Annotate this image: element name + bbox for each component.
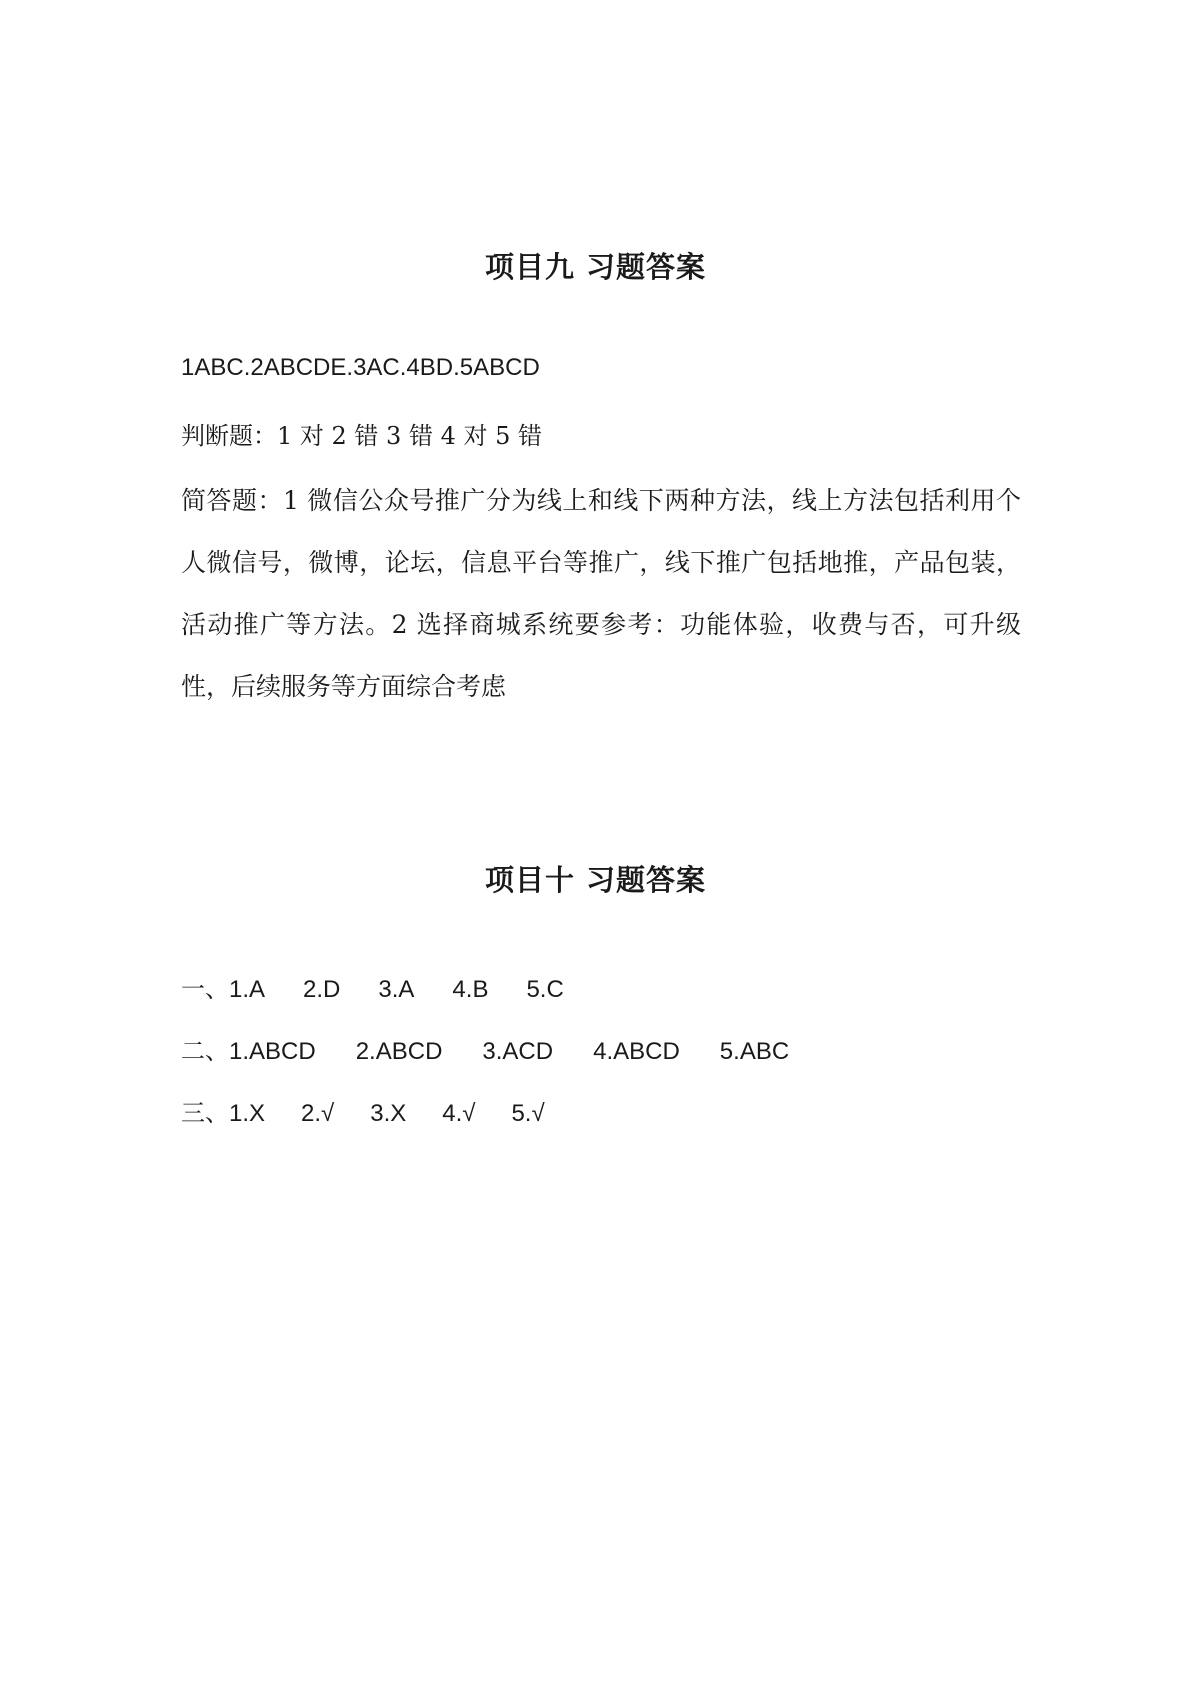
answer-item: 1.ABCD: [229, 1038, 316, 1065]
row-lead: 三、: [181, 1099, 229, 1127]
answer-item: 1.X: [229, 1100, 266, 1127]
answer-row-2: [181, 1031, 829, 1066]
answer-item: 4.ABCD: [593, 1038, 680, 1065]
answer-item: 3.A: [378, 976, 415, 1003]
answer-item: 3.ACD: [482, 1038, 554, 1065]
answer-item: 4.B: [452, 976, 489, 1003]
true-false-answers: 判断题：1 对 2 错 3 错 4 对 5 错: [181, 422, 543, 450]
answer-item: 2.ABCD: [355, 1038, 443, 1065]
row-lead: 二、: [181, 1037, 229, 1065]
answer-item: 5.C: [526, 976, 564, 1003]
answer-item: 5.√: [511, 1100, 545, 1127]
answer-item: 2.√: [301, 1100, 335, 1127]
answer-item: 1.A: [229, 976, 266, 1003]
answer-row-1: [181, 969, 602, 1004]
multiple-choice-answers: 1ABC.2ABCDE.3AC.4BD.5ABCD: [181, 354, 540, 381]
answer-item: 5.ABC: [719, 1038, 790, 1065]
short-answer-paragraph: 简答题：1 微信公众号推广分为线上和线下两种方法，线上方法包括利用个人微信号，微博，论坛，信息平台等推广，线下推广包括地推，产品包装，活动推广等方法。2 选择商城系统要参考：功能体验，收费与否，可升级性，后续服务等方面综合考虑: [181, 486, 1021, 701]
answer-row-3: [181, 1093, 581, 1128]
answer-item: 4.√: [442, 1100, 476, 1127]
answer-item: 2.D: [303, 976, 341, 1003]
answer-item: 3.X: [370, 1100, 407, 1127]
section-9-title: 项目九 习题答案: [484, 250, 707, 284]
row-lead: 一、: [181, 975, 229, 1003]
section-10-title: 项目十 习题答案: [484, 863, 707, 897]
